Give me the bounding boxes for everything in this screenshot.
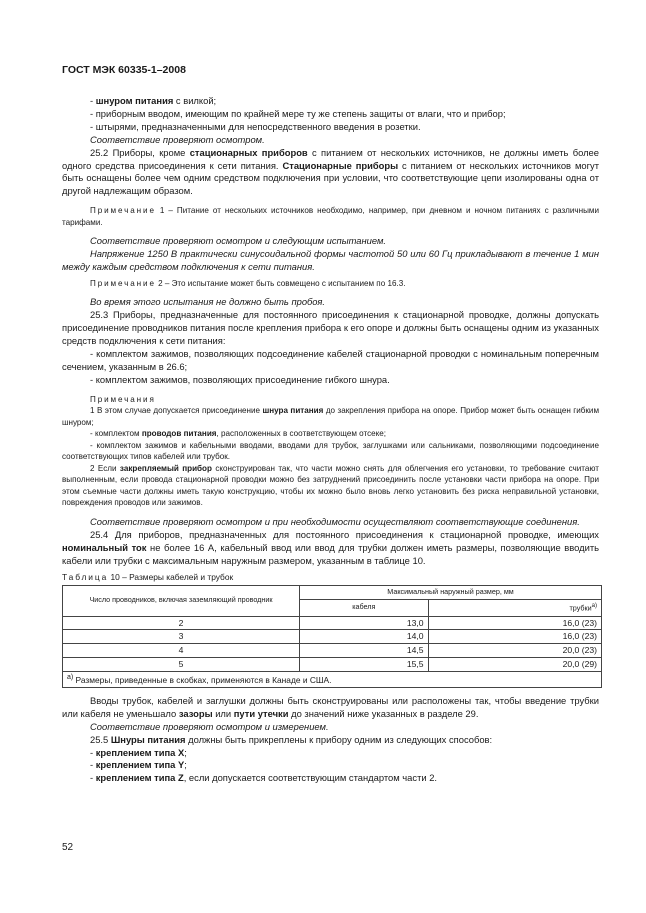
caption-text: 10 – Размеры кабелей и трубок [108,572,234,583]
table-caption [62,571,599,584]
paragraph: - приборным вводом, имеющим по крайней мере ту же степень защиты от влаги, что и прибор; [90,107,506,119]
tube-size-cell: 20,0 (29) [428,658,601,672]
table-body [63,616,602,672]
clause-25-5 [62,734,599,747]
conductor-count-cell: 3 [63,630,300,644]
term: стационарных приборов [189,146,308,158]
text: с питанием от нескольких источников могут быть оснащены более чем одним средством подключения при условии, что соответствующие цепи изолированы одна от другой надлежащим образом. [62,159,600,197]
compliance-text: Соответствие проверяют осмотром. [90,133,265,145]
text: 25.5 [90,733,111,745]
note-text: 2 – Это испытание может быть совмещено с испытанием по 16.3. [155,278,406,288]
compliance-text: Во время этого испытания не должно быть пробоя. [90,296,325,308]
table-row [63,644,602,658]
cable-size-cell: 14,0 [300,630,429,644]
text: - [90,772,96,784]
conductor-count-cell: 4 [63,644,300,658]
table-row [63,658,602,672]
note-item: - комплектом зажимов и кабельными вводами, вводами для трубок, заглушками или сальниками, позволяющими подсоединение соответствующих типов кабелей или трубок. [62,440,599,462]
page-content [62,95,599,785]
text: 1 В этом случае допускается присоединение [90,406,263,416]
note-1 [62,205,599,228]
term: шнуром питания [95,95,174,106]
list-item [62,747,599,760]
text: - [90,746,96,758]
text: , расположенных в соответствующем отсеке; [216,429,386,439]
table-footnote [63,672,602,688]
text: с вилкой; [173,95,217,106]
list-item [62,759,599,772]
note-label: Примечание [90,206,156,216]
term: креплением типа Y [95,759,185,771]
column-header [428,600,601,616]
text: - [90,759,96,771]
column-header: Число проводников, включая заземляющий проводник [63,586,300,616]
table-row [63,616,602,630]
note-item [62,405,599,428]
text: - комплектом [90,429,142,439]
footnote-marker: a) [67,674,74,682]
table-row [63,630,602,644]
text: до закрепления прибора на опоре. Прибор может быть оснащен гибким шнуром; [62,406,600,427]
table-header-row [63,586,602,600]
test-voltage-text: Напряжение 1250 В практически синусоидальной формы частотой 50 или 60 Гц прикладывают в течение 1 мин между каждым средством подключения к сети питания. [62,248,599,273]
text: , если допускается соответствующим стандартом части 2. [183,772,438,784]
page-number: 52 [62,842,74,853]
clause-25-3: 25.3 Приборы, предназначенные для постоянного присоединения к стационарной проводке, должны допускать присоединение проводников питания после крепления прибора к его опоре и должны быть оснащены одним из указанных средств подключения к сети питания: [62,309,599,347]
text: 2 Если [90,463,120,473]
note-item [62,463,599,509]
text: не более 16 А, кабельный ввод или ввод для трубки должен иметь размеры, позволяющие вводить кабели или трубки с максимальным наружным размером, указанным в таблице 10. [62,541,599,566]
compliance-text: Соответствие проверяют осмотром и при необходимости осуществляют соответствующие соединения. [90,515,580,527]
term: Шнуры питания [110,733,186,745]
cable-size-cell: 14,5 [300,644,429,658]
text: сконструирован так, что части можно снять для облегчения его установки, то требование считают выполненным, если провода стационарной проводки можно без затруднений присоединить после установки части прибора на опоре. При этом съемные части должны иметь такую конструкцию, чтобы их можно было вновь легко установить без риска неправильной установки, повреждения проводов или зажимов. [62,463,599,508]
paragraph [62,95,599,108]
text: должны быть прикреплены к прибору одним из следующих способов: [185,733,493,745]
text: - [90,95,96,106]
note-item [62,428,599,440]
conductor-count-cell: 2 [63,616,300,630]
clause-25-4 [62,529,599,568]
paragraph: - комплектом зажимов, позволяющих присоединение гибкого шнура. [90,373,390,385]
text: ; [184,746,187,758]
list-item [62,772,599,785]
tube-size-cell: 16,0 (23) [428,616,601,630]
column-header: Максимальный наружный размер, мм [300,586,602,600]
term: номинальный ток [62,541,147,553]
text: с питанием от нескольких источников, не должны иметь более одного средства присоединения к сети питания. [62,146,599,171]
paragraph: - комплектом зажимов, позволяющих подсоединение кабелей стационарной проводки с номинальным поперечным сечением, указанным в 26.6; [62,348,599,372]
cable-size-cell: 13,0 [300,616,429,630]
term: закрепляемый прибор [119,463,212,473]
compliance-text: Соответствие проверяют осмотром и измерением. [90,720,329,732]
footnote-ref: a) [591,603,597,610]
conductor-count-cell: 5 [63,658,300,672]
term: шнура питания [262,406,324,416]
table-footnote-row [63,672,602,688]
note-label: Примечания [90,394,156,404]
cable-size-cell: 15,5 [300,658,429,672]
column-header: кабеля [300,600,429,616]
tube-size-cell: 16,0 (23) [428,630,601,644]
caption-label: Таблица [62,572,109,583]
footnote-text: Размеры, приведенные в скобках, применяются в Канаде и США. [73,674,332,685]
header-text: трубки [569,603,592,613]
term: проводов питания [141,429,217,439]
clause-25-2 [62,147,599,199]
compliance-text: Соответствие проверяют осмотром и следующим испытанием. [90,235,387,247]
note-text: 1 – Питание от нескольких источников необходимо, например, при дневном и ночном питаниях с различными тарифами. [62,206,599,227]
note-2 [62,278,599,290]
text: ; [184,759,187,771]
note-label: Примечание [90,278,156,288]
text: 25.4 Для приборов, предназначенных для постоянного присоединения к стационарной проводке, имеющих [90,528,599,540]
paragraph: - штырями, предназначенными для непосредственного введения в розетки. [90,120,421,132]
text: или [212,707,234,719]
tube-size-cell: 20,0 (23) [428,644,601,658]
standard-header: ГОСТ МЭК 60335-1–2008 [62,64,186,76]
term: пути утечки [233,707,289,719]
text: до значений ниже указанных в разделе 29. [288,707,479,719]
paragraph [62,695,599,721]
cable-size-table [62,585,602,688]
term: креплением типа X [95,746,185,758]
term: зазоры [178,707,213,719]
notes-label [62,394,599,406]
text: 25.2 Приборы, кроме [90,146,190,158]
term: креплением типа Z [95,772,184,784]
text: Вводы трубок, кабелей и заглушки должны быть сконструированы или расположены так, чтобы введение трубки или кабеля не уменьшало [62,694,599,719]
term: Стационарные приборы [282,159,399,171]
